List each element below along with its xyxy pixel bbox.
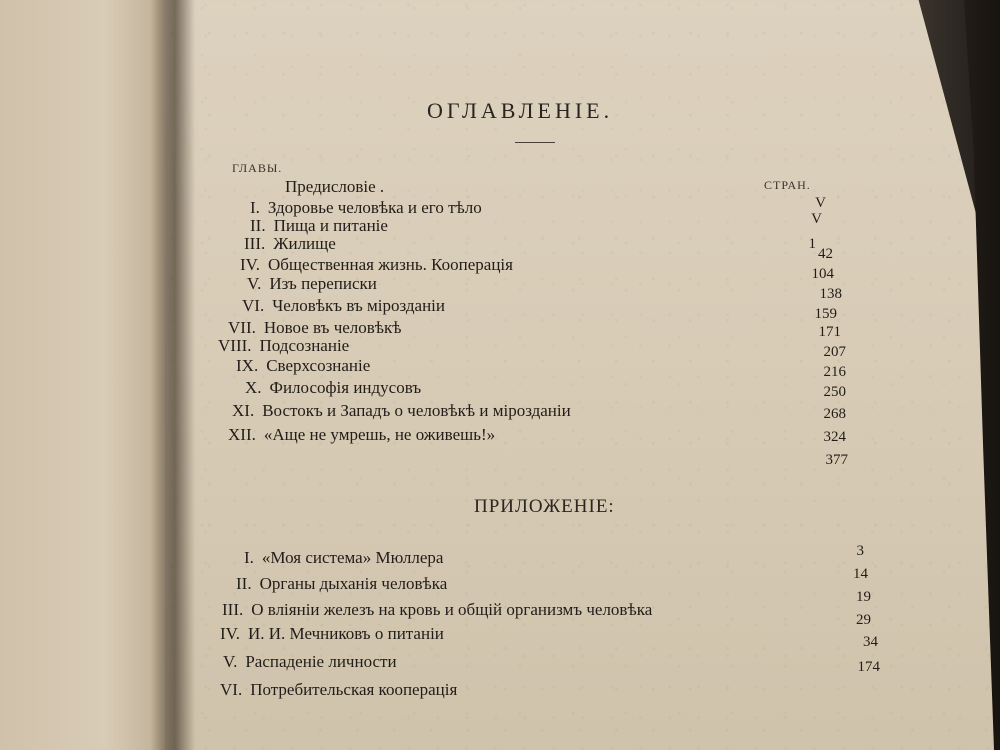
toc-entry-title: Жилище [273, 234, 336, 253]
toc-entry-title: Востокъ и Западъ о человѣкѣ и мірозданіи [262, 401, 571, 420]
toc-entry-title: Общественная жизнь. Кооперація [268, 255, 513, 274]
appendix-entry-page: 19 [856, 589, 871, 605]
toc-entry-page: 42 [818, 246, 833, 262]
toc-entry-title: Предисловіе [285, 177, 376, 196]
appendix-entry-num: III. [222, 600, 244, 619]
toc-entry-num: VI. [242, 296, 265, 315]
appendix-entry-title: Потребительская кооперація [250, 680, 458, 699]
toc-entry-page: V [811, 211, 822, 227]
toc-entry-page: 324 [823, 429, 846, 445]
appendix-title: ПРИЛОЖЕНІЕ: [474, 496, 615, 517]
toc-entry [232, 401, 571, 421]
appendix-entry-page: 29 [856, 612, 871, 628]
toc-entry-page: 138 [819, 286, 842, 302]
toc-entry-num: III. [244, 234, 266, 253]
appendix-entry-num: II. [236, 574, 252, 593]
toc-entry [247, 274, 377, 294]
appendix-entry [223, 652, 397, 672]
title-rule [515, 142, 555, 143]
appendix-entry [220, 680, 457, 700]
toc-entry [228, 425, 495, 445]
appendix-entry-title: О вліяніи железъ на кровь и общій организмъ человѣка [251, 600, 653, 619]
toc-entry-page: 159 [814, 306, 837, 322]
toc-entry-title: «Аще не умрешь, не оживешь!» [263, 425, 496, 444]
toc-entry [245, 378, 421, 398]
toc-entry-num: X. [245, 378, 262, 397]
appendix-entry-title: Распаденіе личности [245, 652, 397, 671]
toc-entry-page: 207 [823, 344, 846, 360]
appendix-entry-page: 3 [856, 543, 864, 559]
toc-entry-title: Человѣкъ въ мірозданіи [272, 296, 445, 315]
toc-entry-page: 268 [823, 406, 846, 422]
toc-entry-num: V. [247, 274, 262, 293]
toc-entry-num: VIII. [218, 336, 252, 355]
appendix-entry-title: И. И. Мечниковъ о питаніи [248, 624, 444, 643]
toc-entry-title: Изъ переписки [269, 274, 377, 293]
toc-entry-title: Философія индусовъ [269, 378, 422, 397]
toc-entry-page: 171 [818, 324, 841, 340]
toc-entry [236, 356, 370, 376]
appendix-entry-num: VI. [220, 680, 243, 699]
toc-title: ОГЛАВЛЕНІЕ. [427, 98, 614, 123]
toc-entry-page: V [815, 195, 826, 211]
appendix-entry-page: 14 [853, 566, 868, 582]
toc-entry [228, 318, 402, 338]
appendix-entry [220, 624, 444, 644]
toc-entry-num: XII. [228, 425, 256, 444]
toc-trailing-page: 377 [825, 452, 848, 468]
toc-entry [250, 198, 482, 218]
toc-entry-title: Новое въ человѣкѣ [263, 318, 402, 337]
toc-entry-num: II. [250, 216, 266, 235]
toc-entry-num: VII. [228, 318, 256, 337]
leader-dots: . [379, 177, 388, 196]
pages-header: СТРАН. [764, 178, 811, 192]
appendix-entry [222, 600, 652, 620]
appendix-entry [236, 574, 447, 594]
appendix-entry-page: 34 [863, 634, 878, 650]
toc-entry-title: Здоровье человѣка и его тѣло [267, 198, 482, 217]
toc-entry-num: I. [250, 198, 260, 217]
toc-entry [250, 216, 388, 236]
toc-entry-page: 216 [823, 364, 846, 380]
toc-entry-title: Подсознаніе [259, 336, 350, 355]
toc-entry [244, 234, 336, 254]
toc-entry [218, 336, 349, 356]
chapters-header: ГЛАВЫ. [232, 161, 283, 175]
toc-entry-num: IX. [236, 356, 259, 375]
toc-entry-page: 104 [811, 266, 834, 282]
toc-entry [285, 177, 387, 197]
appendix-entry [244, 548, 443, 568]
toc-entry [240, 255, 513, 275]
toc-entry-page: 250 [823, 384, 846, 400]
toc-entry-page: 1 [808, 236, 816, 252]
appendix-entry-num: IV. [220, 624, 240, 643]
toc-entry-title: Пища и питаніе [273, 216, 388, 235]
appendix-entry-num: V. [223, 652, 238, 671]
toc-entry-title: Сверхсознаніе [266, 356, 371, 375]
toc-entry-num: XI. [232, 401, 255, 420]
appendix-entry-title: «Моя система» Мюллера [261, 548, 444, 567]
appendix-entry-num: I. [244, 548, 254, 567]
appendix-entry-title: Органы дыханія человѣка [259, 574, 448, 593]
toc-entry [242, 296, 445, 316]
toc-entry-num: IV. [240, 255, 260, 274]
appendix-entry-page: 174 [857, 659, 880, 675]
